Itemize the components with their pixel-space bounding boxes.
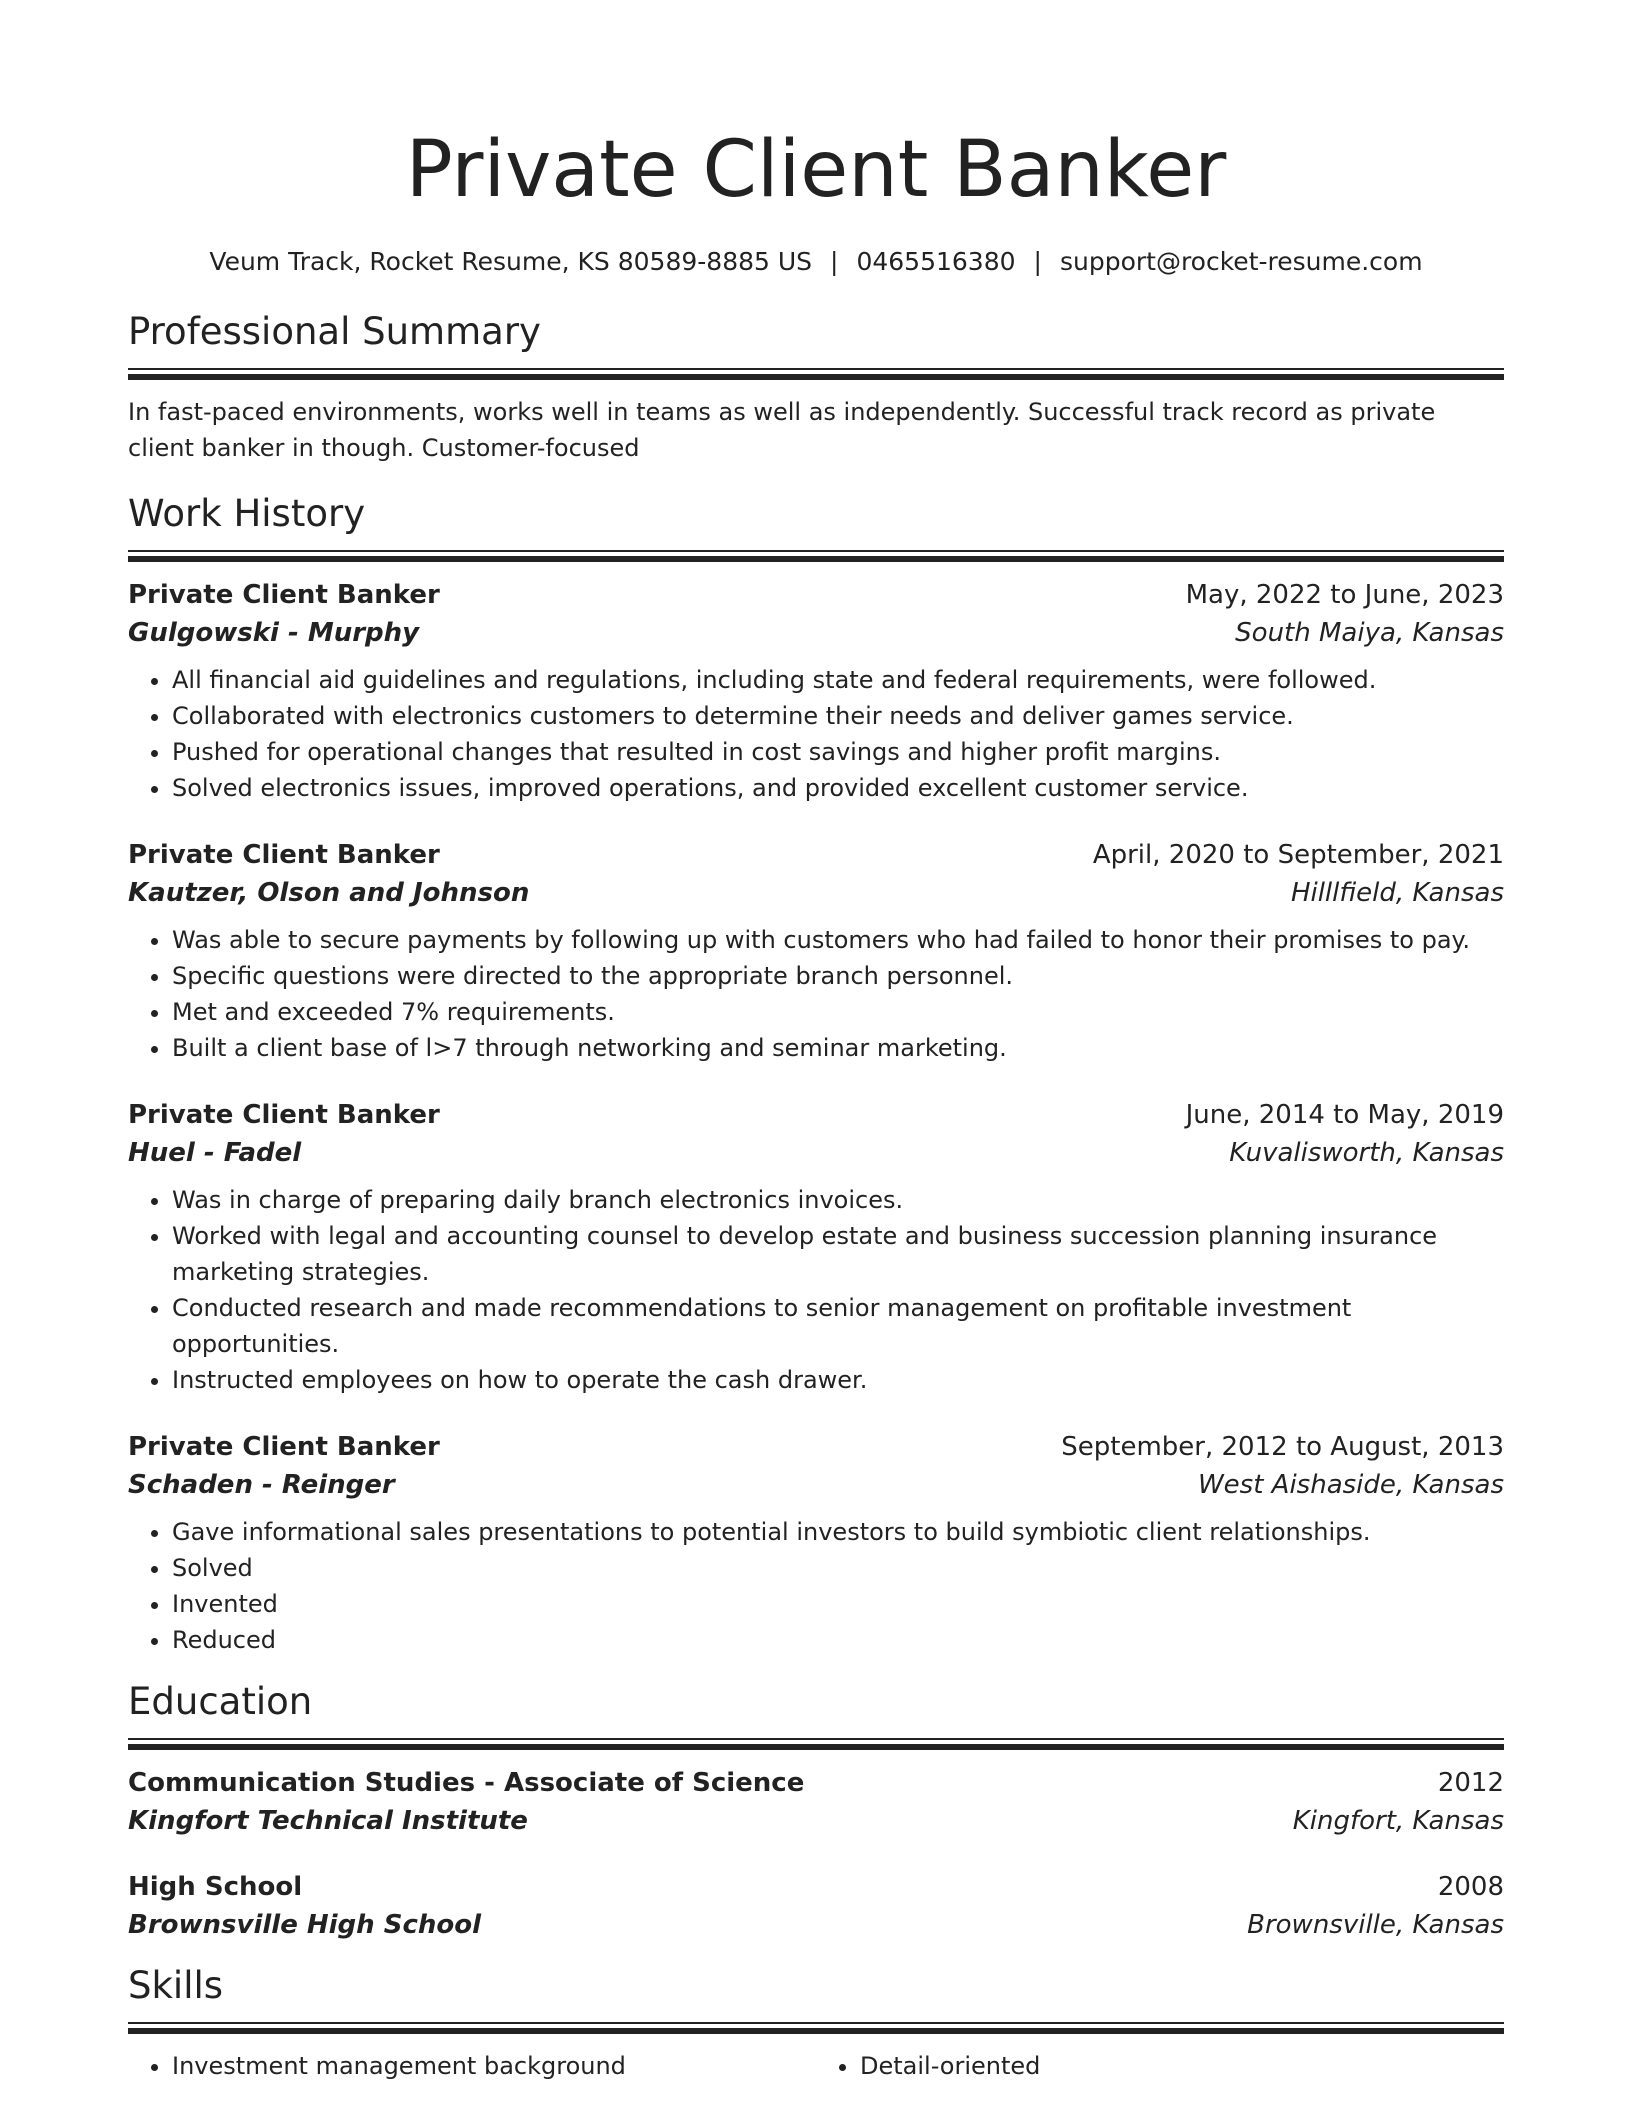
contact-phone: 0465516380 [856,247,1016,276]
job-entry [128,836,1504,1066]
skill-item: • Investment management background [172,2048,816,2084]
education-location: Brownsville, Kansas [1247,1910,1504,1940]
job-company: Huel - Fadel [128,1138,302,1168]
section-divider [128,2022,1504,2034]
skills-columns [128,2048,1504,2084]
job-bullets [128,1514,1504,1658]
job-bullet: • Reduced [172,1622,1504,1658]
summary-text: In fast-paced environments, works well in teams as well as independently. Successful track record as private client banker in though. Customer-focused [128,398,1436,462]
job-dates: May, 2022 to June, 2023 [1185,580,1504,610]
job-company: Kautzer, Olson and Johnson [128,878,530,908]
job-title: Private Client Banker [128,580,440,610]
section-divider [128,1738,1504,1750]
job-title: Private Client Banker [128,1100,440,1130]
job-bullet: • Pushed for operational changes that resulted in cost savings and higher profit margins. [172,734,1504,770]
education-entry [128,1764,1504,1840]
section-title: Education [128,1680,313,1723]
job-bullets [128,662,1504,806]
job-dates: September, 2012 to August, 2013 [1061,1432,1504,1462]
education-location: Kingfort, Kansas [1292,1806,1504,1836]
job-bullet: • Gave informational sales presentations to potential investors to build symbiotic client relationships. [172,1514,1504,1550]
job-dates: April, 2020 to September, 2021 [1092,840,1504,870]
education-year: 2012 [1437,1768,1504,1798]
job-title: Private Client Banker [128,1432,440,1462]
section-divider [128,368,1504,380]
education-entry [128,1868,1504,1944]
job-title: Private Client Banker [128,840,440,870]
job-bullet: • Invented [172,1586,1504,1622]
education-degree: High School [128,1872,303,1902]
job-location: Kuvalisworth, Kansas [1229,1138,1504,1168]
job-entry [128,1096,1504,1398]
job-entry [128,576,1504,806]
job-bullet: • Worked with legal and accounting counsel to develop estate and business succession planning insurance marketing strategies. [172,1218,1504,1290]
job-bullet: • Was in charge of preparing daily branch electronics invoices. [172,1182,1504,1218]
contact-line [128,246,1504,278]
section-title: Professional Summary [128,310,541,353]
education-school: Brownsville High School [128,1910,482,1940]
education-degree: Communication Studies - Associate of Science [128,1768,805,1798]
job-company: Schaden - Reinger [128,1470,395,1500]
job-bullet: • Collaborated with electronics customers to determine their needs and deliver games service. [172,698,1504,734]
job-bullet: • Met and exceeded 7% requirements. [172,994,1504,1030]
education-section [128,1680,1504,1944]
job-location: South Maiya, Kansas [1235,618,1504,648]
skill-item: • Detail-oriented [860,2048,1504,2084]
section-title: Work History [128,492,366,535]
job-bullet: • All financial aid guidelines and regulations, including state and federal requirements, were followed. [172,662,1504,698]
job-bullet: • Specific questions were directed to the appropriate branch personnel. [172,958,1504,994]
job-bullet: • Conducted research and made recommendations to senior management on profitable investment opportunities. [172,1290,1504,1362]
job-bullets [128,922,1504,1066]
education-year: 2008 [1437,1872,1504,1902]
job-bullet: • Instructed employees on how to operate the cash drawer. [172,1362,1504,1398]
summary-section [128,310,1504,466]
job-entry [128,1428,1504,1658]
skills-list-left [128,2048,816,2084]
job-bullet: • Solved electronics issues, improved operations, and provided excellent customer service. [172,770,1504,806]
section-title: Skills [128,1964,224,2007]
job-bullet: • Built a client base of l>7 through networking and seminar marketing. [172,1030,1504,1066]
job-bullets [128,1182,1504,1398]
section-divider [128,550,1504,562]
job-company: Gulgowski - Murphy [128,618,420,648]
resume-name: Private Client Banker [405,125,1227,215]
contact-separator: | [1033,247,1042,276]
work-section [128,492,1504,1658]
job-location: West Aishaside, Kansas [1197,1470,1504,1500]
job-bullet: • Was able to secure payments by following up with customers who had failed to honor their promises to pay. [172,922,1504,958]
skills-list-right [816,2048,1504,2084]
contact-email[interactable]: support@rocket-resume.com [1059,247,1423,276]
skills-section [128,1964,1504,2084]
job-bullet: • Solved [172,1550,1504,1586]
contact-address: Veum Track, Rocket Resume, KS 80589-8885 US [209,247,813,276]
job-location: Hilllfield, Kansas [1290,878,1504,908]
education-school: Kingfort Technical Institute [128,1806,528,1836]
contact-separator: | [830,247,839,276]
job-dates: June, 2014 to May, 2019 [1185,1100,1504,1130]
